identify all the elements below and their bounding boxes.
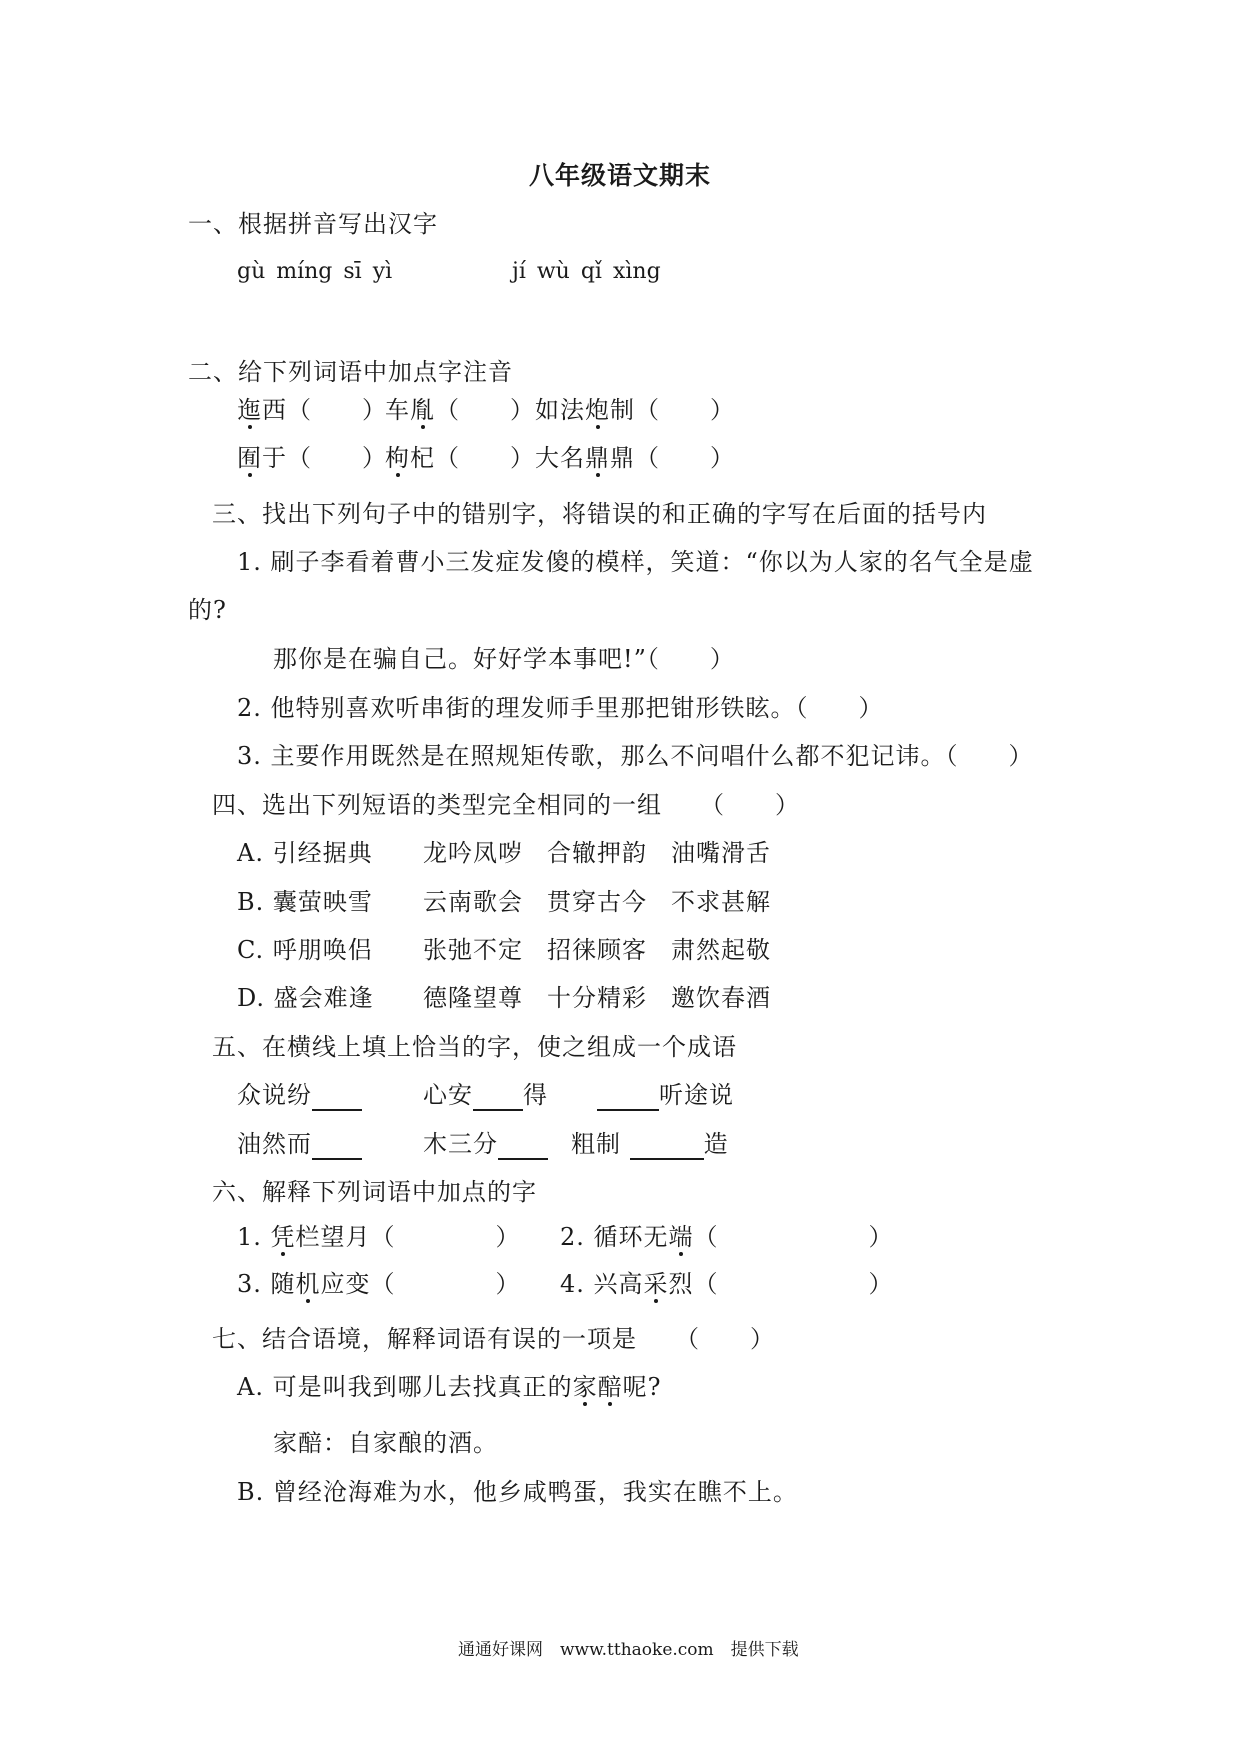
explain-item-1 (237, 1221, 521, 1253)
dotted-char (410, 394, 435, 426)
dotted-char-text: 胤 (410, 396, 435, 424)
item-number: 4. (560, 1270, 585, 1298)
option-c-phrase-2: 张弛不定 (423, 936, 523, 964)
dotted-char (296, 1268, 321, 1300)
emphasis-dot (248, 473, 252, 477)
dotted-char-text: 枸 (385, 444, 410, 472)
page-title: 八年级语文期末 (529, 161, 712, 190)
dotted-char-text: 炮 (585, 396, 610, 424)
option-a-phrase-4: 油嘴滑舌 (671, 839, 771, 867)
pinyin-group-1: gù míng sī yì (237, 259, 393, 284)
option-a-phrase-1: A. 引经据典 (237, 839, 373, 867)
option-b-phrase-2: 云南歌会 (423, 888, 523, 916)
idiom-text: 听途说 (659, 1081, 734, 1109)
emphasis-dot (679, 1252, 683, 1256)
option-c-phrase-3: 招徕顾客 (547, 936, 647, 964)
phonetic-item-4 (237, 442, 387, 474)
dotted-char-text: 迤 (237, 396, 262, 424)
item-text: （ ） (693, 1223, 894, 1251)
explain-item-2 (560, 1221, 894, 1253)
idiom-fill-2 (423, 1079, 548, 1111)
option-d-phrase-1: D. 盛会难逢 (237, 984, 374, 1012)
explain-item-3 (237, 1268, 521, 1300)
option-b-phrase-3: 贯穿古今 (547, 888, 647, 916)
item-text: A. 可是叫我到哪儿去找真正的 (237, 1373, 573, 1401)
section-7-heading: 七、结合语境，解释词语有误的一项是 （ ） (212, 1325, 775, 1353)
idiom-fill-4 (237, 1128, 362, 1160)
item-text: 西（ ） (262, 396, 387, 424)
item-text: 制（ ） (610, 396, 735, 424)
emphasis-dot (583, 1402, 587, 1406)
idiom-text: 众说纷 (237, 1081, 312, 1109)
dotted-char-text: 机 (295, 1270, 321, 1298)
dotted-char (573, 1371, 598, 1403)
option-a-phrase-3: 合辙押韵 (547, 839, 647, 867)
emphasis-dot (396, 473, 400, 477)
item-text: 大名 (535, 444, 585, 472)
question-3-1-line-2: 的? (188, 596, 227, 624)
item-text: 栏望月（ ） (295, 1223, 521, 1251)
idiom-text: 心安 (423, 1081, 473, 1109)
option-c-phrase-4: 肃然起敬 (671, 936, 771, 964)
emphasis-dot (306, 1299, 310, 1303)
dotted-char-text: 囿 (237, 444, 262, 472)
section-5-heading: 五、在横线上填上恰当的字，使之组成一个成语 (212, 1033, 737, 1061)
phonetic-item-1 (237, 394, 387, 426)
idiom-fill-3 (597, 1079, 734, 1111)
dotted-char-text: 端 (668, 1223, 694, 1251)
dotted-char (271, 1221, 296, 1253)
emphasis-dot (596, 473, 600, 477)
option-d-phrase-2: 德隆望尊 (423, 984, 523, 1012)
section-1-heading: 一、根据拼音写出汉字 (188, 210, 438, 238)
option-d-phrase-4: 邀饮春酒 (671, 984, 771, 1012)
dotted-char-text: 采 (643, 1270, 669, 1298)
item-text: （ ） (435, 396, 535, 424)
item-text: 鼎（ ） (610, 444, 735, 472)
question-3-1-line-1: 1. 刷子李看着曹小三发症发傻的模样，笑道：“你以为人家的名气全是虚 (237, 548, 1034, 576)
fill-blank[interactable] (312, 1132, 362, 1160)
item-number: 2. (560, 1223, 585, 1251)
dotted-char (598, 1371, 623, 1403)
dotted-char (237, 394, 262, 426)
emphasis-dot (654, 1299, 658, 1303)
idiom-text: 木三分 (423, 1130, 498, 1158)
dotted-char (237, 442, 262, 474)
item-text: 随 (270, 1270, 296, 1298)
item-text: 应变（ ） (320, 1270, 521, 1298)
emphasis-dot (596, 425, 600, 429)
section-6-heading: 六、解释下列词语中加点的字 (212, 1178, 537, 1206)
explain-item-4 (560, 1268, 894, 1300)
dotted-char (385, 442, 410, 474)
fill-blank[interactable] (312, 1083, 362, 1111)
pinyin-group-2: jí wù qǐ xìng (512, 259, 661, 284)
idiom-fill-6 (571, 1128, 729, 1160)
phonetic-item-2 (385, 394, 535, 426)
option-7-a-note: 家醅：自家酿的酒。 (273, 1429, 498, 1457)
fill-blank[interactable] (597, 1083, 659, 1111)
phonetic-item-6 (535, 442, 735, 474)
emphasis-dot (281, 1252, 285, 1256)
idiom-fill-5 (423, 1128, 548, 1160)
phonetic-item-3 (535, 394, 735, 426)
dotted-char (644, 1268, 669, 1300)
dotted-char (669, 1221, 694, 1253)
dotted-char-text: 鼎 (585, 444, 610, 472)
emphasis-dot (608, 1402, 612, 1406)
question-3-2: 2. 他特别喜欢听串街的理发师手里那把钳形铁眩。（ ） (237, 694, 884, 722)
section-4-heading: 四、选出下列短语的类型完全相同的一组 （ ） (212, 791, 800, 819)
dotted-char (585, 442, 610, 474)
option-b-phrase-1: B. 囊萤映雪 (237, 888, 373, 916)
emphasis-dot (248, 425, 252, 429)
fill-blank[interactable] (498, 1132, 548, 1160)
option-d-phrase-3: 十分精彩 (547, 984, 647, 1012)
item-text: 如法 (535, 396, 585, 424)
item-text: 于（ ） (262, 444, 387, 472)
section-3-heading: 三、找出下列句子中的错别字，将错误的和正确的字写在后面的括号内 (212, 500, 987, 528)
emphasis-dot (421, 425, 425, 429)
page-footer: 通通好课网 www.tthaoke.com 提供下载 (458, 1640, 799, 1660)
idiom-text: 得 (523, 1081, 548, 1109)
item-number: 1. (237, 1223, 262, 1251)
item-text: 呢? (622, 1373, 662, 1401)
fill-blank[interactable] (630, 1132, 704, 1160)
idiom-fill-1 (237, 1079, 362, 1111)
dotted-char-text: 家 (572, 1373, 598, 1401)
option-7-b: B. 曾经沧海难为水，他乡咸鸭蛋，我实在瞧不上。 (237, 1478, 798, 1506)
fill-blank[interactable] (473, 1083, 523, 1111)
phonetic-item-5 (385, 442, 535, 474)
question-3-1-line-3: 那你是在骗自己。好好学本事吧!”（ ） (273, 645, 735, 673)
option-b-phrase-4: 不求甚解 (671, 888, 771, 916)
item-text: 循环无 (593, 1223, 669, 1251)
section-2-heading: 二、给下列词语中加点字注音 (188, 358, 513, 386)
option-7-a (237, 1371, 661, 1403)
option-c-phrase-1: C. 呼朋唤侣 (237, 936, 373, 964)
item-text: 烈（ ） (668, 1270, 894, 1298)
dotted-char-text: 醅 (597, 1373, 623, 1401)
idiom-text: 粗制 (571, 1130, 621, 1158)
item-text: 兴高 (593, 1270, 644, 1298)
question-3-3: 3. 主要作用既然是在照规矩传歌，那么不问唱什么都不犯记讳。（ ） (237, 742, 1034, 770)
dotted-char-text: 凭 (270, 1223, 296, 1251)
dotted-char (585, 394, 610, 426)
item-text: 车 (385, 396, 410, 424)
idiom-text: 油然而 (237, 1130, 312, 1158)
item-text: 杞（ ） (410, 444, 535, 472)
option-a-phrase-2: 龙吟凤哕 (423, 839, 523, 867)
idiom-text: 造 (703, 1130, 729, 1158)
item-number: 3. (237, 1270, 262, 1298)
